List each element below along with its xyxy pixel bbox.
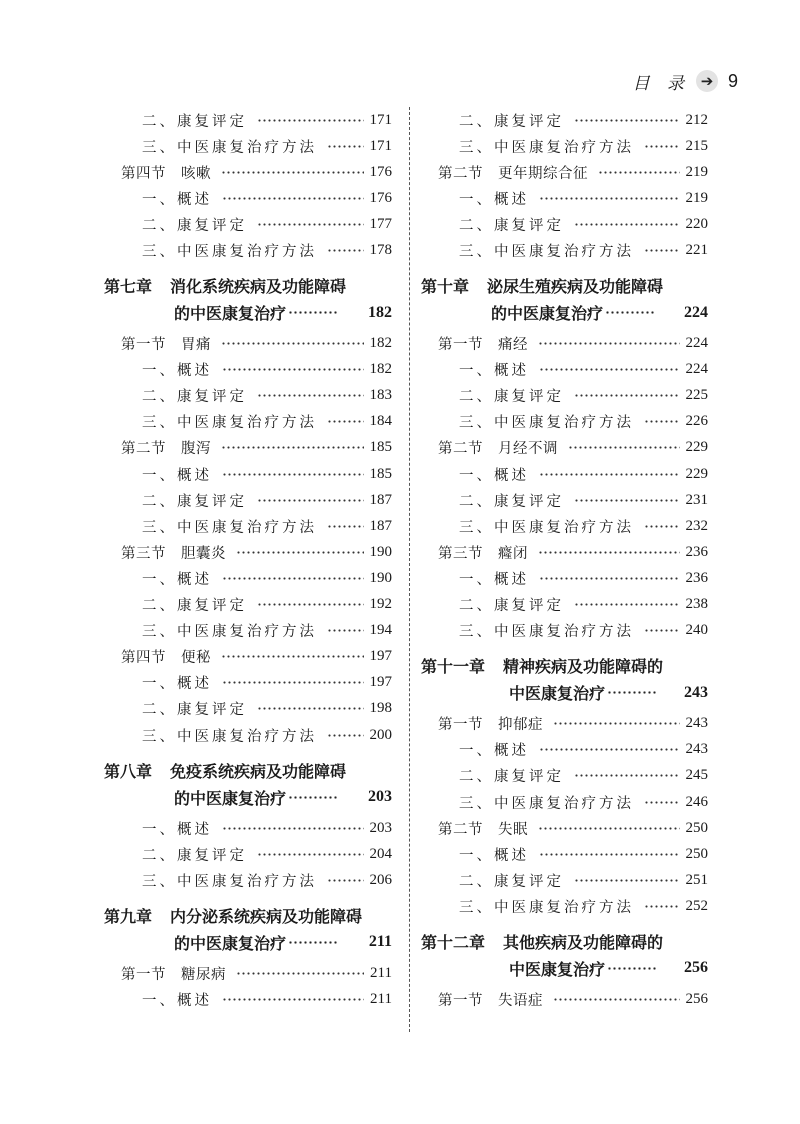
leader-dots <box>257 498 364 503</box>
chapter-heading-line <box>421 653 708 679</box>
page-number: 220 <box>685 215 708 232</box>
page-number: 251 <box>685 871 708 888</box>
page-number: 192 <box>369 596 392 613</box>
toc-section-entry[interactable] <box>421 539 708 565</box>
section-title: 第二节 更年期综合征 <box>438 165 588 182</box>
section-title: 第一节 痛经 <box>438 337 528 354</box>
leader-dots <box>221 445 364 450</box>
leader-dots <box>327 733 364 738</box>
subsection-title: 二、康复评定 <box>142 702 247 719</box>
leader-dots <box>644 800 680 805</box>
page-number: 236 <box>685 569 708 586</box>
page-number: 229 <box>685 465 708 482</box>
chapter-subtitle-line <box>104 299 392 327</box>
chapter-number: 第九章 <box>104 906 153 926</box>
subsection-title: 一、概述 <box>142 467 212 484</box>
subsection-title: 二、康复评定 <box>142 113 247 130</box>
leader-dots <box>222 367 364 372</box>
leader-dots <box>607 966 657 971</box>
leader-dots <box>221 654 364 659</box>
chapter-heading-line <box>104 273 392 299</box>
page-number: 178 <box>369 242 392 259</box>
leader-dots <box>553 721 680 726</box>
page-number: 211 <box>370 964 392 981</box>
leader-dots <box>644 524 680 529</box>
page-number: 187 <box>369 491 392 508</box>
page-number: 184 <box>369 413 392 430</box>
page-number: 243 <box>685 741 708 758</box>
leader-dots <box>327 419 364 424</box>
toc-subsection-entry[interactable] <box>104 513 392 539</box>
toc-chapter-entry[interactable] <box>104 757 392 811</box>
subsection-title: 二、康复评定 <box>459 769 564 786</box>
chapter-page-number: 256 <box>684 959 708 977</box>
leader-dots <box>644 904 680 909</box>
leader-dots <box>574 498 680 503</box>
page-number: 236 <box>685 543 708 560</box>
chapter-title-continued: 的中医康复治疗 <box>174 933 287 953</box>
leader-dots <box>222 997 364 1002</box>
toc-section-entry[interactable] <box>104 159 392 185</box>
page-number: 212 <box>685 111 708 128</box>
leader-dots <box>644 144 680 149</box>
leader-dots <box>644 419 680 424</box>
toc-right-column <box>421 107 708 1013</box>
subsection-title: 三、中医康复治疗方法 <box>142 244 317 261</box>
leader-dots <box>257 706 364 711</box>
page-number: 224 <box>685 361 708 378</box>
chapter-heading-line <box>421 273 708 299</box>
page-number: 250 <box>685 845 708 862</box>
subsection-title: 一、概述 <box>142 992 212 1009</box>
subsection-title: 二、康复评定 <box>459 113 564 130</box>
toc-subsection-entry[interactable] <box>104 592 392 618</box>
subsection-title: 一、概述 <box>459 467 529 484</box>
toc-subsection-entry[interactable] <box>421 237 708 263</box>
leader-dots <box>222 576 364 581</box>
leader-dots <box>607 690 657 695</box>
page-number: 206 <box>369 871 392 888</box>
toc-subsection-entry[interactable] <box>104 487 392 513</box>
subsection-title: 三、中医康复治疗方法 <box>459 139 634 156</box>
section-title: 第一节 糖尿病 <box>121 966 226 983</box>
page-number: 243 <box>685 715 708 732</box>
toc-subsection-entry[interactable] <box>104 237 392 263</box>
chapter-title: 内分泌系统疾病及功能障碍 <box>170 906 363 926</box>
toc-subsection-entry[interactable] <box>104 211 392 237</box>
leader-dots <box>539 196 680 201</box>
toc-section-entry[interactable] <box>104 539 392 565</box>
leader-dots <box>644 248 680 253</box>
chapter-number: 第八章 <box>104 761 153 781</box>
leader-dots <box>236 971 364 976</box>
chapter-title-continued: 的中医康复治疗 <box>174 788 287 808</box>
subsection-title: 一、概述 <box>142 821 212 838</box>
subsection-title: 二、康复评定 <box>142 217 247 234</box>
subsection-title: 二、康复评定 <box>142 493 247 510</box>
toc-subsection-entry[interactable] <box>421 461 708 487</box>
page-number: 229 <box>685 439 708 456</box>
page-number: 219 <box>685 189 708 206</box>
leader-dots <box>222 196 364 201</box>
page-number: 182 <box>369 335 392 352</box>
toc-subsection-entry[interactable] <box>104 841 392 867</box>
page-number: 224 <box>685 335 708 352</box>
leader-dots <box>327 628 364 633</box>
page-header <box>633 66 738 96</box>
page-header-title: 目 录 <box>632 73 690 94</box>
section-title: 第二节 失眠 <box>438 821 528 838</box>
leader-dots <box>327 878 364 883</box>
section-title: 第一节 抑郁症 <box>438 717 543 734</box>
chapter-heading-line <box>104 902 392 928</box>
toc-section-entry[interactable] <box>421 159 708 185</box>
subsection-title: 一、概述 <box>142 571 212 588</box>
subsection-title: 二、康复评定 <box>459 493 564 510</box>
chapter-subtitle-line <box>421 679 708 707</box>
subsection-title: 三、中医康复治疗方法 <box>459 519 634 536</box>
toc-chapter-entry[interactable] <box>421 928 708 982</box>
leader-dots <box>574 118 680 123</box>
subsection-title: 三、中医康复治疗方法 <box>142 415 317 432</box>
subsection-title: 二、康复评定 <box>142 598 247 615</box>
toc-subsection-entry[interactable] <box>104 461 392 487</box>
toc-section-entry[interactable] <box>421 435 708 461</box>
leader-dots <box>605 310 655 315</box>
leader-dots <box>539 367 680 372</box>
leader-dots <box>257 393 364 398</box>
toc-subsection-entry[interactable] <box>421 513 708 539</box>
chapter-page-number: 243 <box>684 683 708 701</box>
subsection-title: 二、康复评定 <box>142 389 247 406</box>
toc-section-entry[interactable] <box>421 815 708 841</box>
toc-subsection-entry[interactable] <box>421 789 708 815</box>
toc-section-entry[interactable] <box>104 331 392 357</box>
toc-subsection-entry[interactable] <box>421 211 708 237</box>
subsection-title: 三、中医康复治疗方法 <box>142 873 317 890</box>
toc-subsection-entry[interactable] <box>104 133 392 159</box>
page-number: 232 <box>685 517 708 534</box>
subsection-title: 一、概述 <box>459 743 529 760</box>
toc-subsection-entry[interactable] <box>104 357 392 383</box>
subsection-title: 一、概述 <box>459 363 529 380</box>
page-number: 215 <box>685 137 708 154</box>
toc-subsection-entry[interactable] <box>421 107 708 133</box>
subsection-title: 二、康复评定 <box>459 217 564 234</box>
page-number: 182 <box>369 361 392 378</box>
subsection-title: 一、概述 <box>459 571 529 588</box>
toc-chapter-entry[interactable] <box>104 902 392 956</box>
leader-dots <box>538 826 680 831</box>
page-number: 221 <box>685 242 708 259</box>
page-number: 211 <box>370 990 392 1007</box>
column-divider <box>409 107 410 1032</box>
chapter-title: 精神疾病及功能障碍的 <box>503 657 664 677</box>
chapter-number: 第十一章 <box>421 657 486 677</box>
section-title: 第四节 便秘 <box>121 650 211 667</box>
chapter-subtitle-line <box>104 783 392 811</box>
chapter-title: 消化系统疾病及功能障碍 <box>170 277 347 297</box>
section-title: 第二节 月经不调 <box>438 441 558 458</box>
page-number: 185 <box>369 465 392 482</box>
leader-dots <box>538 341 680 346</box>
page-number: 190 <box>369 543 392 560</box>
subsection-title: 一、概述 <box>142 363 212 380</box>
leader-dots <box>288 795 338 800</box>
leader-dots <box>574 773 680 778</box>
chapter-page-number: 203 <box>368 788 392 806</box>
page-number: 240 <box>685 622 708 639</box>
page-number: 197 <box>369 648 392 665</box>
toc-left-column <box>104 107 392 1013</box>
leader-dots <box>538 550 680 555</box>
toc-chapter-entry[interactable] <box>421 653 708 707</box>
page-number: 238 <box>685 596 708 613</box>
page-number: 171 <box>369 137 392 154</box>
leader-dots <box>539 576 680 581</box>
leader-dots <box>257 852 364 857</box>
chapter-number: 第七章 <box>104 277 153 297</box>
chapter-title: 其他疾病及功能障碍的 <box>503 932 664 952</box>
subsection-title: 二、康复评定 <box>142 847 247 864</box>
leader-dots <box>288 310 338 315</box>
toc-subsection-entry[interactable] <box>104 107 392 133</box>
leader-dots <box>222 826 364 831</box>
toc-subsection-entry[interactable] <box>421 763 708 789</box>
chapter-title: 泌尿生殖疾病及功能障碍 <box>487 277 664 297</box>
page-number: 9 <box>727 70 738 91</box>
subsection-title: 二、康复评定 <box>459 389 564 406</box>
page-number: 187 <box>369 517 392 534</box>
subsection-title: 二、康复评定 <box>459 598 564 615</box>
subsection-title: 三、中医康复治疗方法 <box>459 795 634 812</box>
toc-subsection-entry[interactable] <box>104 867 392 893</box>
leader-dots <box>574 393 680 398</box>
page-number: 256 <box>685 990 708 1007</box>
leader-dots <box>257 602 364 607</box>
leader-dots <box>568 445 680 450</box>
toc-subsection-entry[interactable] <box>104 696 392 722</box>
leader-dots <box>257 118 364 123</box>
toc-chapter-entry[interactable] <box>104 273 392 327</box>
chapter-subtitle-line <box>421 299 708 327</box>
page-number: 225 <box>685 387 708 404</box>
section-title: 第三节 癃闭 <box>438 545 528 562</box>
chapter-subtitle-line <box>104 928 392 956</box>
subsection-title: 三、中医康复治疗方法 <box>142 139 317 156</box>
subsection-title: 一、概述 <box>459 191 529 208</box>
leader-dots <box>288 940 338 945</box>
page-number: 194 <box>369 622 392 639</box>
leader-dots <box>574 878 680 883</box>
toc-section-entry[interactable] <box>104 435 392 461</box>
toc-subsection-entry[interactable] <box>421 893 708 919</box>
page-number: 219 <box>685 163 708 180</box>
chapter-page-number: 182 <box>368 303 392 321</box>
toc-subsection-entry[interactable] <box>421 357 708 383</box>
leader-dots <box>539 852 680 857</box>
leader-dots <box>539 747 680 752</box>
page-number: 250 <box>685 819 708 836</box>
toc-chapter-entry[interactable] <box>421 273 708 327</box>
toc-section-entry[interactable] <box>421 986 708 1012</box>
chapter-title-continued: 的中医康复治疗 <box>491 304 604 324</box>
page-number: 183 <box>369 387 392 404</box>
page-number: 176 <box>369 189 392 206</box>
page-number: 185 <box>369 439 392 456</box>
toc-subsection-entry[interactable] <box>104 986 392 1012</box>
subsection-title: 三、中医康复治疗方法 <box>142 728 317 745</box>
toc-subsection-entry[interactable] <box>421 383 708 409</box>
page-number: 246 <box>685 793 708 810</box>
chapter-title: 免疫系统疾病及功能障碍 <box>170 761 347 781</box>
chapter-page-number: 211 <box>368 933 392 951</box>
page-number: 226 <box>685 413 708 430</box>
page-number: 176 <box>369 163 392 180</box>
chapter-title-continued: 中医康复治疗 <box>509 959 606 979</box>
leader-dots <box>574 222 680 227</box>
leader-dots <box>222 680 364 685</box>
section-title: 第一节 胃痛 <box>121 337 211 354</box>
page-number: 177 <box>369 215 392 232</box>
toc-subsection-entry[interactable] <box>421 618 708 644</box>
leader-dots <box>327 248 364 253</box>
chapter-number: 第十章 <box>421 277 470 297</box>
chapter-title-continued: 中医康复治疗 <box>509 684 606 704</box>
toc-section-entry[interactable] <box>421 711 708 737</box>
leader-dots <box>236 550 364 555</box>
subsection-title: 三、中医康复治疗方法 <box>459 899 634 916</box>
toc-section-entry[interactable] <box>104 960 392 986</box>
chapter-subtitle-line <box>421 954 708 982</box>
subsection-title: 一、概述 <box>142 191 212 208</box>
section-title: 第四节 咳嗽 <box>121 165 211 182</box>
subsection-title: 三、中医康复治疗方法 <box>142 624 317 641</box>
leader-dots <box>553 997 680 1002</box>
chapter-title-continued: 的中医康复治疗 <box>174 304 287 324</box>
toc-subsection-entry[interactable] <box>104 670 392 696</box>
chapter-heading-line <box>421 928 708 954</box>
toc-subsection-entry[interactable] <box>104 383 392 409</box>
toc-section-entry[interactable] <box>421 331 708 357</box>
page-number: 171 <box>369 111 392 128</box>
page-number: 200 <box>369 726 392 743</box>
toc-subsection-entry[interactable] <box>104 815 392 841</box>
toc-subsection-entry[interactable] <box>104 565 392 591</box>
chapter-heading-line <box>104 757 392 783</box>
page-number: 252 <box>685 897 708 914</box>
toc-subsection-entry[interactable] <box>421 592 708 618</box>
leader-dots <box>257 222 364 227</box>
toc-subsection-entry[interactable] <box>421 409 708 435</box>
leader-dots <box>539 472 680 477</box>
toc-subsection-entry[interactable] <box>421 867 708 893</box>
page-number: 190 <box>369 569 392 586</box>
toc-subsection-entry[interactable] <box>104 722 392 748</box>
section-title: 第二节 腹泻 <box>121 441 211 458</box>
page-number: 203 <box>369 819 392 836</box>
toc-subsection-entry[interactable] <box>421 737 708 763</box>
toc-section-entry[interactable] <box>104 644 392 670</box>
subsection-title: 二、康复评定 <box>459 873 564 890</box>
toc-subsection-entry[interactable] <box>421 565 708 591</box>
chapter-number: 第十二章 <box>421 932 486 952</box>
leader-dots <box>221 170 364 175</box>
subsection-title: 一、概述 <box>142 676 212 693</box>
page-number: 245 <box>685 767 708 784</box>
toc-subsection-entry[interactable] <box>104 185 392 211</box>
subsection-title: 三、中医康复治疗方法 <box>459 244 634 261</box>
leader-dots <box>221 341 364 346</box>
leader-dots <box>574 602 680 607</box>
section-title: 第三节 胆囊炎 <box>121 545 226 562</box>
leader-dots <box>598 170 680 175</box>
page-number: 197 <box>369 674 392 691</box>
subsection-title: 三、中医康复治疗方法 <box>142 519 317 536</box>
toc-subsection-entry[interactable] <box>104 409 392 435</box>
subsection-title: 三、中医康复治疗方法 <box>459 415 634 432</box>
toc-subsection-entry[interactable] <box>421 841 708 867</box>
leader-dots <box>327 144 364 149</box>
chapter-page-number: 224 <box>684 303 708 321</box>
toc-subsection-entry[interactable] <box>421 185 708 211</box>
toc-subsection-entry[interactable] <box>104 618 392 644</box>
page-number: 204 <box>369 845 392 862</box>
page-number: 198 <box>369 700 392 717</box>
section-title: 第一节 失语症 <box>438 992 543 1009</box>
toc-subsection-entry[interactable] <box>421 487 708 513</box>
leader-dots <box>222 472 364 477</box>
arrow-right-icon: ➔ <box>696 70 718 92</box>
leader-dots <box>327 524 364 529</box>
subsection-title: 一、概述 <box>459 847 529 864</box>
subsection-title: 三、中医康复治疗方法 <box>459 624 634 641</box>
page-number: 231 <box>685 491 708 508</box>
toc-subsection-entry[interactable] <box>421 133 708 159</box>
leader-dots <box>644 628 680 633</box>
